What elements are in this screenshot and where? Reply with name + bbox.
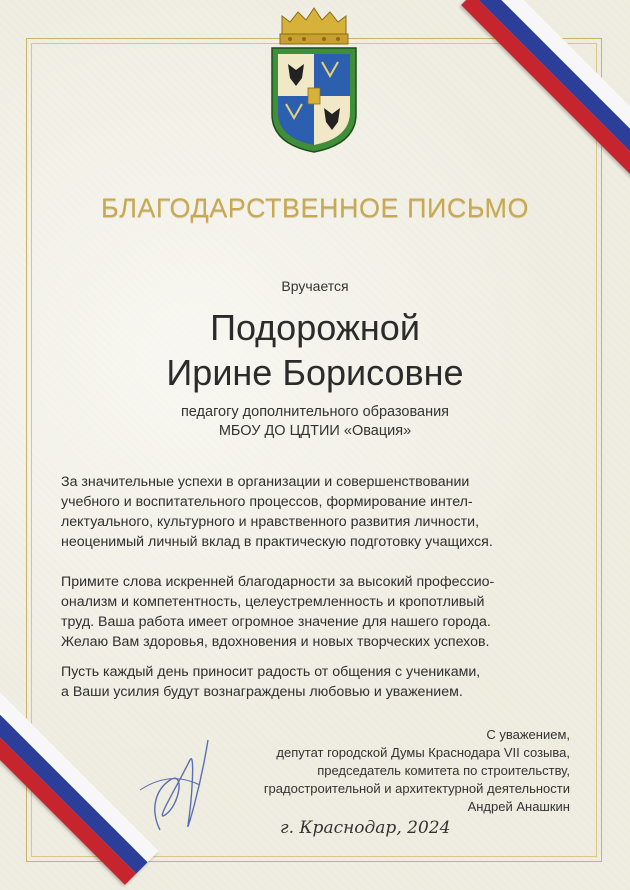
signature-line: председатель комитета по строительству, [317, 763, 570, 778]
signature-line: градостроительной и архитектурной деятельности [263, 781, 570, 796]
recipient-organization: МБОУ ДО ЦДТИИ «Овация» [218, 423, 412, 439]
signature-line: С уважением, [486, 727, 570, 742]
text-line: труд. Ваша работа имеет огромное значение для нашего города. [61, 614, 491, 630]
signer-name: Андрей Анашкин [467, 799, 570, 814]
presented-label: Вручается [281, 278, 349, 294]
text-line: лектуального, культурного и нравственного развития личности, [61, 514, 480, 530]
text-line: учебного и воспитательного процессов, формирование интел- [61, 494, 473, 510]
recipient-surname: Подорожной [210, 307, 420, 348]
gratitude-paragraph-1 [61, 472, 571, 552]
gratitude-paragraph-3 [61, 662, 571, 702]
handwritten-signature-icon [130, 730, 230, 840]
text-line: За значительные успехи в организации и совершенствовании [61, 474, 470, 490]
text-line: а Ваши усилия будут вознаграждены любовью и уважением. [61, 684, 463, 700]
signature-line: депутат городской Думы Краснодара VII созыва, [276, 745, 570, 760]
recipient-position: педагогу дополнительного образования [180, 404, 450, 420]
text-line: неоценимый личный вклад в практическую подготовку учащихся. [61, 534, 493, 550]
text-line: Примите слова искренней благодарности за высокий профессио- [61, 574, 495, 590]
text-line: Желаю Вам здоровья, вдохновения и новых творческих успехов. [61, 634, 490, 650]
signature-block [264, 726, 570, 816]
gratitude-paragraph-2 [61, 572, 571, 652]
text-line: онализм и компетентность, целеустремленность и кропотливый [61, 594, 485, 610]
document-title: БЛАГОДАРСТВЕННОЕ ПИСЬМО [100, 193, 529, 223]
coat-of-arms-icon [268, 4, 360, 154]
place-and-date: г. Краснодар, 2024 [280, 818, 451, 838]
text-line: Пусть каждый день приносит радость от общения с учениками, [61, 664, 481, 680]
recipient-given-names: Ирине Борисовне [166, 352, 464, 393]
